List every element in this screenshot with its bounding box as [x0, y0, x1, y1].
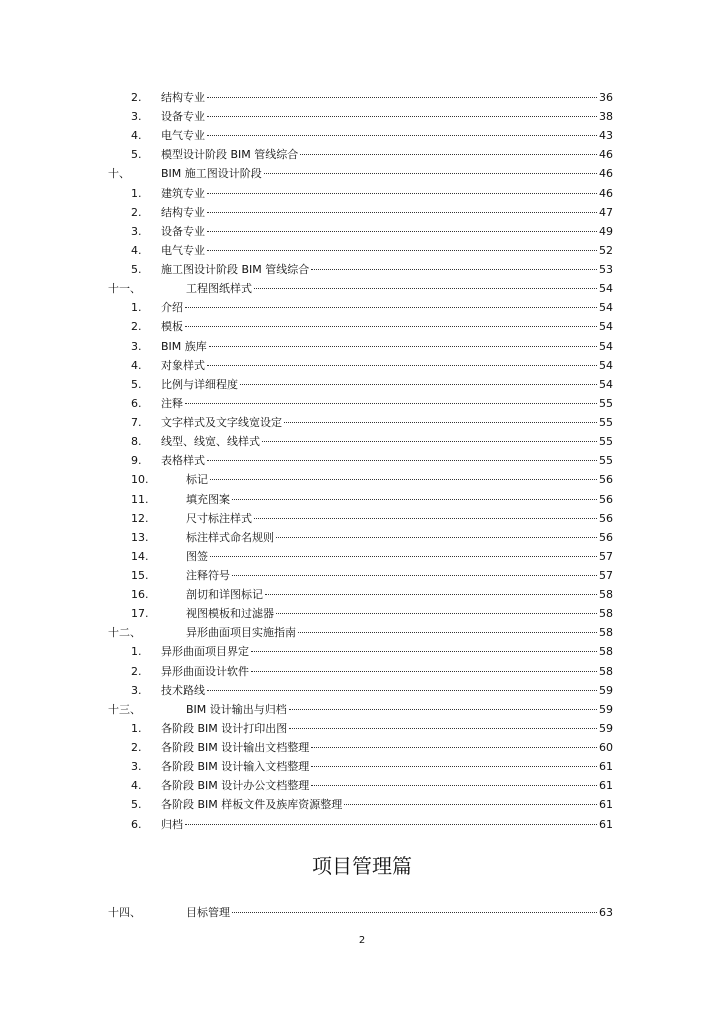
leader-dots — [232, 499, 597, 500]
toc-entry-text: 剖切和详图标记 — [186, 588, 263, 602]
toc-entry-number: 12. — [131, 511, 149, 525]
toc-entry-body — [186, 604, 613, 623]
toc-entry-text: 各阶段 BIM 设计办公文档整理 — [161, 779, 310, 793]
toc-entry-body — [186, 528, 613, 547]
leader-dots — [262, 441, 597, 442]
toc-entry-body — [161, 260, 613, 279]
toc-entry-body — [161, 203, 613, 222]
toc-entry-body — [161, 413, 613, 432]
toc-entry-body — [186, 509, 613, 528]
toc-entry[interactable] — [0, 394, 724, 413]
leader-dots — [207, 250, 597, 251]
toc-entry-text: 电气专业 — [161, 243, 205, 257]
toc-entry[interactable] — [0, 451, 724, 470]
toc-entry-page: 61 — [599, 779, 613, 793]
toc-entry-page: 54 — [599, 320, 613, 334]
toc-entry-page: 38 — [599, 110, 613, 124]
toc-entry-page: 55 — [599, 396, 613, 410]
leader-dots — [207, 231, 597, 232]
toc-entry-text: 尺寸标注样式 — [186, 511, 252, 525]
toc-entry[interactable] — [0, 413, 724, 432]
toc-entry[interactable] — [0, 164, 724, 183]
toc-entry-text: 标注样式命名规则 — [186, 530, 274, 544]
toc-entry-page: 43 — [599, 129, 613, 143]
toc-entry-body — [161, 815, 613, 834]
toc-entry-page: 59 — [599, 683, 613, 697]
toc-entry-text: 注释 — [161, 396, 183, 410]
leader-dots — [207, 460, 597, 461]
leader-dots — [207, 365, 597, 366]
toc-entry-number: 13. — [131, 530, 149, 544]
toc-entry-text: 表格样式 — [161, 454, 205, 468]
toc-entry[interactable] — [0, 317, 724, 336]
toc-entry-text: BIM 设计输出与归档 — [186, 702, 287, 716]
toc-entry-number: 4. — [131, 243, 142, 257]
toc-entry-body — [186, 470, 613, 489]
toc-entry-text: 结构专业 — [161, 205, 205, 219]
toc-entry-body — [161, 375, 613, 394]
toc-entry-page: 54 — [599, 339, 613, 353]
page-number: 2 — [358, 935, 366, 946]
toc-entry-text: 模型设计阶段 BIM 管线综合 — [161, 148, 299, 162]
toc-entry-body — [161, 776, 613, 795]
toc-entry-text: 异形曲面项目界定 — [161, 645, 249, 659]
toc-entry-page: 54 — [599, 358, 613, 372]
toc-entry-number: 十、 — [108, 167, 130, 181]
toc-entry[interactable] — [0, 126, 724, 145]
toc-entry[interactable] — [0, 662, 724, 681]
leader-dots — [210, 556, 597, 557]
toc-entry-number: 15. — [131, 569, 149, 582]
toc-entry-number: 4. — [131, 358, 142, 372]
section-title: 项目管理篇 — [312, 854, 412, 878]
toc-entry-text: 各阶段 BIM 样板文件及族库资源整理 — [161, 798, 343, 812]
toc-entry[interactable] — [0, 145, 724, 164]
leader-dots — [210, 479, 597, 480]
toc-entry[interactable] — [0, 356, 724, 375]
leader-dots — [254, 518, 597, 519]
toc-entry[interactable] — [0, 585, 724, 604]
toc-entry-page: 54 — [599, 282, 613, 296]
leader-dots — [276, 613, 597, 614]
toc-entry-text: 对象样式 — [161, 358, 205, 372]
toc-entry-text: 目标管理 — [186, 906, 230, 919]
toc-entry[interactable] — [0, 241, 724, 260]
toc-entry-number: 10. — [131, 473, 149, 487]
leader-dots — [298, 632, 597, 633]
toc-entry-body — [161, 88, 613, 107]
toc-entry[interactable] — [0, 222, 724, 241]
toc-entry-page: 52 — [599, 243, 613, 257]
leader-dots — [207, 97, 597, 98]
toc-entry[interactable] — [0, 509, 724, 528]
toc-entry-page: 56 — [599, 492, 613, 506]
toc-entry-number: 17. — [131, 607, 149, 621]
toc-entry-page: 58 — [599, 607, 613, 621]
toc-entry-body — [161, 184, 613, 203]
toc-entry-text: 电气专业 — [161, 129, 205, 143]
toc-entry[interactable] — [0, 279, 724, 298]
toc-entry-number: 十三、 — [108, 702, 141, 716]
toc-entry-page: 55 — [599, 416, 613, 430]
toc-entry[interactable] — [0, 88, 724, 107]
leader-dots — [311, 269, 597, 270]
leader-dots — [207, 212, 597, 213]
toc-entry[interactable] — [0, 375, 724, 394]
toc-entry[interactable] — [0, 490, 724, 509]
toc-entry-page: 54 — [599, 301, 613, 315]
toc-entry-number: 11. — [131, 492, 149, 506]
toc-entry-body — [161, 738, 613, 757]
toc-entry-body — [186, 566, 613, 585]
toc-entry[interactable] — [0, 719, 724, 738]
toc-entry[interactable] — [0, 107, 724, 126]
toc-entry-body — [161, 317, 613, 336]
toc-entry-body — [186, 279, 613, 298]
toc-entry-body — [186, 700, 613, 719]
toc-entry[interactable] — [0, 337, 724, 356]
leader-dots — [265, 594, 597, 595]
toc-entry-text: 比例与详细程度 — [161, 377, 238, 391]
toc-entry-number: 3. — [131, 224, 142, 238]
toc-entry-page: 59 — [599, 702, 613, 716]
toc-entry-text: 文字样式及文字线宽设定 — [161, 416, 282, 430]
toc-entry-text: BIM 施工图设计阶段 — [161, 167, 262, 181]
leader-dots — [254, 288, 597, 289]
toc-entry-text: 视图模板和过滤器 — [186, 607, 274, 621]
toc-entry[interactable] — [0, 757, 724, 776]
toc-entry-page: 55 — [599, 435, 613, 449]
toc-entry-body — [161, 662, 613, 681]
toc-entry-number: 16. — [131, 588, 149, 602]
leader-dots — [207, 116, 597, 117]
toc-entry[interactable] — [0, 738, 724, 757]
leader-dots — [289, 728, 597, 729]
toc-entry-number: 1. — [131, 645, 142, 659]
toc-entry-page: 58 — [599, 664, 613, 678]
toc-entry-page: 46 — [599, 167, 613, 181]
toc-entry-number: 1. — [131, 186, 142, 200]
toc-entry-number: 6. — [131, 817, 142, 831]
toc-entry-body — [161, 298, 613, 317]
toc-entry-number: 十一、 — [108, 282, 141, 296]
toc-entry-text: 各阶段 BIM 设计输入文档整理 — [161, 760, 310, 774]
toc-entry-page: 46 — [599, 186, 613, 200]
toc-entry-number: 2. — [131, 205, 142, 219]
leader-dots — [207, 135, 597, 136]
toc-entry-page: 58 — [599, 645, 613, 659]
toc-entry-number: 2. — [131, 91, 142, 104]
toc-entry-number: 1. — [131, 301, 142, 315]
toc-entry-text: BIM 族库 — [161, 339, 207, 353]
toc-entry-number: 3. — [131, 760, 142, 774]
toc-entry-page: 61 — [599, 760, 613, 774]
toc-entry-body — [161, 356, 613, 375]
toc-entry-body — [161, 681, 613, 700]
toc-entry[interactable] — [0, 681, 724, 700]
toc-entry-text: 各阶段 BIM 设计打印出图 — [161, 721, 288, 735]
toc-entry-text: 建筑专业 — [161, 186, 205, 200]
toc-entry[interactable] — [0, 547, 724, 566]
toc-entry-number: 十二、 — [108, 626, 141, 640]
leader-dots — [185, 403, 597, 404]
toc-entry-number: 4. — [131, 129, 142, 143]
toc-entry-body — [186, 903, 613, 922]
toc-entry-text: 工程图纸样式 — [186, 282, 252, 296]
toc-entry-page: 49 — [599, 224, 613, 238]
toc-entry-number: 5. — [131, 148, 142, 162]
toc-entry-body — [161, 164, 613, 183]
toc-entry-page: 56 — [599, 473, 613, 487]
toc-entry-page: 47 — [599, 205, 613, 219]
toc-entry-page: 46 — [599, 148, 613, 162]
toc-entry-number: 2. — [131, 664, 142, 678]
toc-entry-text: 注释符号 — [186, 569, 230, 582]
toc-entry-number: 5. — [131, 377, 142, 391]
toc-entry-page: 55 — [599, 454, 613, 468]
toc-entry-page: 36 — [599, 91, 613, 104]
toc-entry-body — [161, 222, 613, 241]
toc-entry-page: 61 — [599, 817, 613, 831]
toc-entry[interactable] — [0, 184, 724, 203]
toc-entry-number: 14. — [131, 549, 149, 563]
leader-dots — [311, 747, 597, 748]
toc-entry[interactable] — [0, 700, 724, 719]
leader-dots — [207, 690, 597, 691]
toc-entry-text: 技术路线 — [161, 683, 205, 697]
toc-entry-page: 57 — [599, 549, 613, 563]
toc-entry-page: 57 — [599, 569, 613, 582]
toc-entry-final[interactable] — [0, 903, 724, 922]
toc-entry-number: 9. — [131, 454, 142, 468]
toc-entry-number: 5. — [131, 263, 142, 277]
leader-dots — [344, 804, 597, 805]
toc-entry[interactable] — [0, 642, 724, 661]
toc-entry-body — [161, 126, 613, 145]
toc-entry-body — [161, 719, 613, 738]
toc-entry-body — [161, 241, 613, 260]
toc-entry-text: 填充图案 — [186, 492, 230, 506]
toc-entry[interactable] — [0, 776, 724, 795]
toc-entry-number: 6. — [131, 396, 142, 410]
toc-entry-number: 3. — [131, 110, 142, 124]
leader-dots — [311, 766, 597, 767]
toc-entry-number: 8. — [131, 435, 142, 449]
leader-dots — [232, 912, 597, 913]
toc-entry-page: 53 — [599, 263, 613, 277]
toc-entry[interactable] — [0, 432, 724, 451]
toc-entry-text: 各阶段 BIM 设计输出文档整理 — [161, 741, 310, 755]
leader-dots — [185, 326, 597, 327]
toc-entry-number: 2. — [131, 320, 142, 334]
toc-entry[interactable] — [0, 260, 724, 279]
toc-entry-body — [161, 394, 613, 413]
leader-dots — [232, 575, 597, 576]
toc-entry-text: 线型、线宽、线样式 — [161, 435, 260, 449]
toc-entry-body — [161, 642, 613, 661]
toc-entry-body — [186, 585, 613, 604]
leader-dots — [300, 154, 597, 155]
toc-entry[interactable] — [0, 528, 724, 547]
toc-entry[interactable] — [0, 795, 724, 814]
leader-dots — [251, 651, 597, 652]
toc-entry-text: 设备专业 — [161, 224, 205, 238]
toc-entry-text: 结构专业 — [161, 91, 205, 104]
toc-entry-number: 3. — [131, 339, 142, 353]
toc-entry[interactable] — [0, 203, 724, 222]
toc-entry-body — [161, 451, 613, 470]
toc-entry[interactable] — [0, 566, 724, 585]
toc-entry-body — [161, 432, 613, 451]
leader-dots — [209, 346, 597, 347]
toc-entry[interactable] — [0, 604, 724, 623]
toc-entry-number: 4. — [131, 779, 142, 793]
toc-entry-number: 2. — [131, 741, 142, 755]
toc-entry-number: 1. — [131, 721, 142, 735]
toc-entry-page: 56 — [599, 511, 613, 525]
toc-entry-page: 63 — [599, 906, 613, 919]
toc-entry-body — [161, 757, 613, 776]
toc-entry[interactable] — [0, 298, 724, 317]
leader-dots — [207, 193, 597, 194]
leader-dots — [185, 824, 597, 825]
toc-entry-text: 模板 — [161, 320, 183, 334]
toc-entry-text: 标记 — [186, 473, 208, 487]
toc-entry-page: 59 — [599, 721, 613, 735]
toc-entry-page: 58 — [599, 626, 613, 640]
leader-dots — [251, 671, 597, 672]
toc-entry-body — [186, 623, 613, 642]
toc-entry-text: 介绍 — [161, 301, 183, 315]
toc-entry-number: 3. — [131, 683, 142, 697]
toc-entry[interactable] — [0, 815, 724, 834]
toc-entry[interactable] — [0, 470, 724, 489]
toc-entry-body — [161, 107, 613, 126]
toc-entry-page: 60 — [599, 741, 613, 755]
toc-entry-text: 异形曲面设计软件 — [161, 664, 249, 678]
leader-dots — [276, 537, 597, 538]
toc-entry-page: 56 — [599, 530, 613, 544]
toc-entry-body — [186, 547, 613, 566]
toc-entry[interactable] — [0, 623, 724, 642]
toc-entry-text: 归档 — [161, 817, 183, 831]
toc-entry-body — [161, 145, 613, 164]
leader-dots — [284, 422, 597, 423]
toc-entry-page: 54 — [599, 377, 613, 391]
toc-entry-page: 61 — [599, 798, 613, 812]
toc-entry-number: 5. — [131, 798, 142, 812]
toc-entry-number: 7. — [131, 416, 142, 430]
toc-entry-body — [161, 795, 613, 814]
leader-dots — [264, 173, 597, 174]
toc-entry-text: 异形曲面项目实施指南 — [186, 626, 296, 640]
leader-dots — [240, 384, 597, 385]
toc-entry-number: 十四、 — [108, 906, 141, 919]
leader-dots — [289, 709, 597, 710]
leader-dots — [185, 307, 597, 308]
toc-entry-text: 施工图设计阶段 BIM 管线综合 — [161, 263, 310, 277]
toc-entry-text: 设备专业 — [161, 110, 205, 124]
leader-dots — [311, 785, 597, 786]
toc-entry-body — [161, 337, 613, 356]
toc-entry-body — [186, 490, 613, 509]
toc-entry-text: 图签 — [186, 549, 208, 563]
toc-entry-page: 58 — [599, 588, 613, 602]
